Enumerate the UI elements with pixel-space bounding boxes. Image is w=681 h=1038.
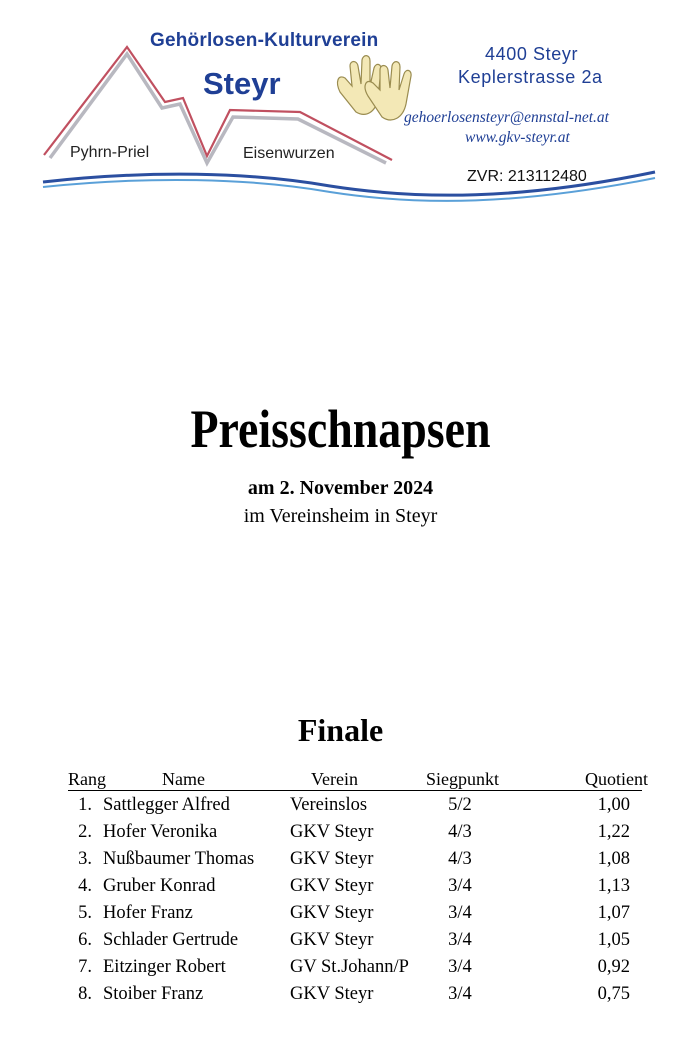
rank-cell: 2.	[78, 822, 92, 842]
name-cell: Eitzinger Robert	[103, 957, 226, 977]
event-date: am 2. November 2024	[247, 477, 434, 499]
rank-cell: 6.	[78, 930, 92, 950]
club-cell: GKV Steyr	[290, 849, 374, 869]
rank-cell: 4.	[78, 876, 92, 896]
name-cell: Hofer Franz	[103, 903, 193, 923]
org-name: Gehörlosen-Kulturverein	[150, 30, 379, 51]
column-header-rank: Rang	[68, 769, 106, 789]
header-divider	[68, 790, 642, 791]
table-row	[0, 822, 681, 849]
region-label-right: Eisenwurzen	[243, 145, 335, 162]
club-cell: GKV Steyr	[290, 903, 374, 923]
table-row	[0, 903, 681, 930]
quotient-cell: 1,13	[597, 876, 630, 896]
club-cell: GKV Steyr	[290, 822, 374, 842]
name-cell: Gruber Konrad	[103, 876, 216, 896]
club-cell: GKV Steyr	[290, 876, 374, 896]
rank-cell: 5.	[78, 903, 92, 923]
table-row	[0, 876, 681, 903]
score-cell: 3/4	[448, 930, 472, 950]
name-cell: Stoiber Franz	[103, 984, 204, 1004]
rank-cell: 3.	[78, 849, 92, 869]
name-cell: Schlader Gertrude	[103, 930, 239, 950]
club-cell: GKV Steyr	[290, 930, 374, 950]
column-header-club: Verein	[311, 769, 358, 789]
address-line-2: Keplerstrasse 2a	[458, 67, 603, 87]
name-cell: Nußbaumer Thomas	[103, 849, 255, 869]
rank-cell: 1.	[78, 795, 92, 815]
score-cell: 5/2	[448, 795, 472, 815]
score-cell: 3/4	[448, 957, 472, 977]
website-text: www.gkv-steyr.at	[465, 129, 570, 146]
score-cell: 4/3	[448, 822, 472, 842]
quotient-cell: 1,00	[597, 795, 630, 815]
column-header-quotient: Quotient	[585, 769, 648, 789]
region-label-left: Pyhrn-Priel	[70, 144, 150, 161]
quotient-cell: 0,75	[597, 984, 630, 1004]
section-title: Finale	[297, 712, 384, 748]
table-row	[0, 849, 681, 876]
column-header-score: Siegpunkt	[426, 769, 500, 789]
name-cell: Sattlegger Alfred	[103, 795, 230, 815]
score-cell: 4/3	[448, 849, 472, 869]
quotient-cell: 1,08	[597, 849, 630, 869]
quotient-cell: 1,22	[597, 822, 630, 842]
score-cell: 3/4	[448, 984, 472, 1004]
table-row	[0, 957, 681, 984]
score-cell: 3/4	[448, 876, 472, 896]
quotient-cell: 1,07	[597, 903, 630, 923]
zvr-number: ZVR: 213112480	[467, 168, 587, 185]
club-cell: GV St.Johann/P	[290, 957, 409, 977]
table-row	[0, 795, 681, 822]
score-cell: 3/4	[448, 903, 472, 923]
org-city: Steyr	[203, 66, 281, 101]
club-cell: GKV Steyr	[290, 984, 374, 1004]
club-cell: Vereinslos	[290, 795, 368, 815]
name-cell: Hofer Veronika	[103, 822, 218, 842]
rank-cell: 7.	[78, 957, 92, 977]
table-row	[0, 930, 681, 957]
email-text: gehoerlosensteyr@ennstal-net.at	[404, 109, 609, 126]
table-row	[0, 984, 681, 1011]
address-line-1: 4400 Steyr	[485, 44, 579, 64]
signing-hands-icon	[338, 56, 412, 120]
event-venue: im Vereinsheim in Steyr	[243, 505, 438, 527]
quotient-cell: 0,92	[597, 957, 630, 977]
rank-cell: 8.	[78, 984, 92, 1004]
quotient-cell: 1,05	[597, 930, 630, 950]
column-header-name: Name	[162, 769, 205, 789]
event-title: Preisschnapsen	[190, 399, 491, 459]
